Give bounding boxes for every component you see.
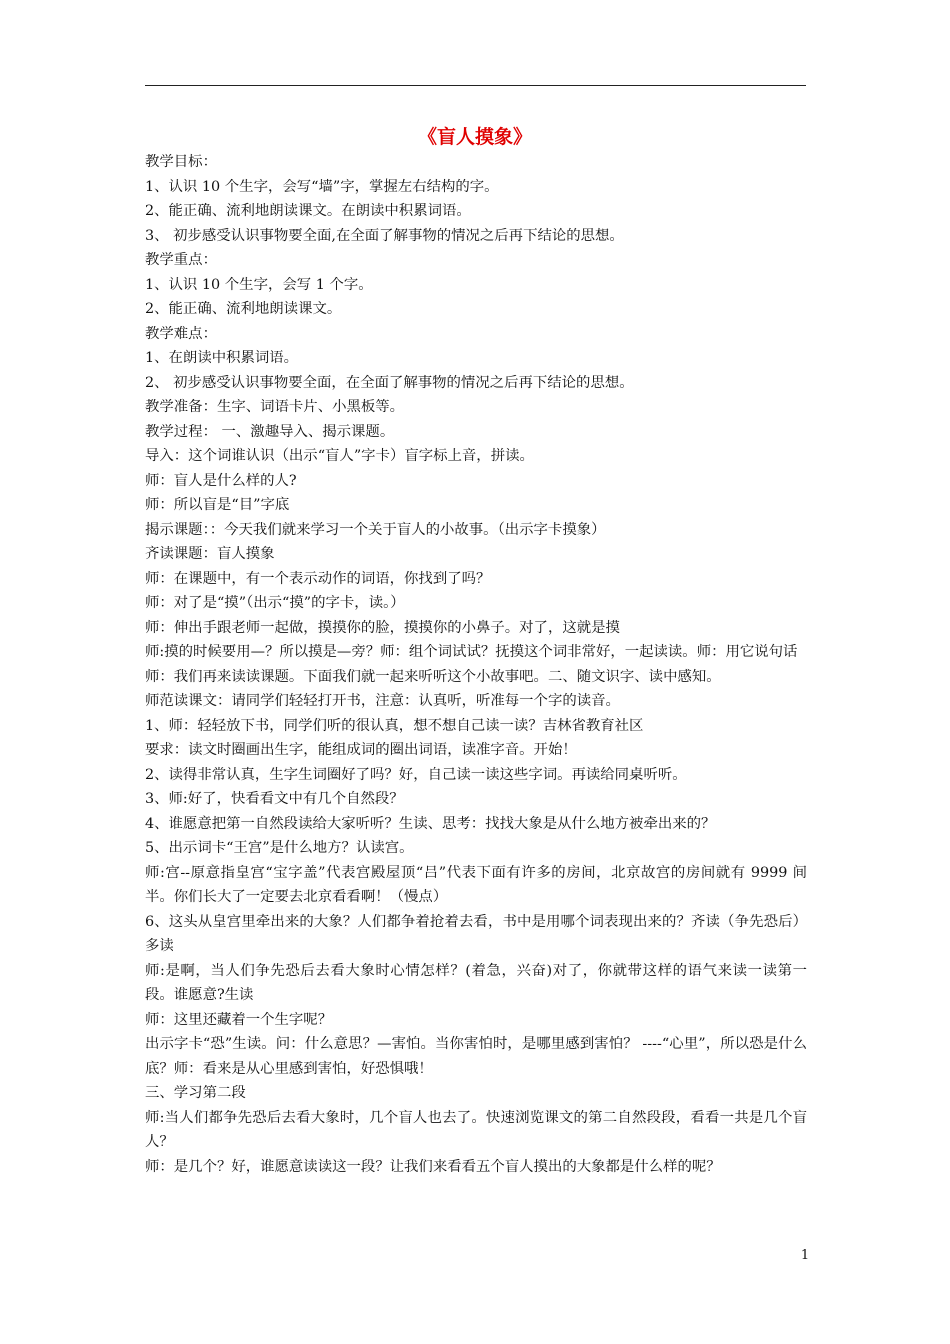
paragraph: 1、师：轻轻放下书，同学们听的很认真，想不想自己读一读？吉林省教育社区: [145, 717, 644, 734]
paragraph: 出示字卡“恐”生读。问：什么意思？—害怕。当你害怕时，是哪里感到害怕？ ----“心里”，所以恐是什么底？师：看来是从心里感到害怕，好恐惧哦！: [145, 1036, 807, 1077]
paragraph: 2、读得非常认真，生字生词圈好了吗？好，自己读一读这些字词。再读给同桌听听。: [145, 766, 687, 783]
paragraph: 教学目标：: [145, 154, 217, 170]
paragraph: 2、能正确、流利地朗读课文。: [145, 301, 342, 317]
paragraph: 揭示课题：：今天我们就来学习一个关于盲人的小故事。（出示字卡摸象）: [145, 521, 606, 538]
paragraph: 师:摸的时候要用—？所以摸是—旁？师：组个词试试？抚摸这个词非常好，一起读读。师：用它说句话: [145, 644, 798, 660]
paragraph: 1、认识 10 个生字，会写“墙”字，掌握左右结构的字。: [145, 178, 499, 195]
paragraph: 教学过程： 一、激趣导入、揭示课题。: [145, 423, 395, 440]
paragraph: 师:是啊，当人们争先恐后去看大象时心情怎样？(着急，兴奋)对了，你就带这样的语气来读一读第一段。谁愿意?生读: [145, 962, 807, 1003]
paragraph: 3、师:好了，快看看文中有几个自然段？: [145, 791, 404, 807]
paragraph: 师：在课题中，有一个表示动作的词语，你找到了吗？: [145, 570, 491, 587]
header-rule: [145, 85, 806, 86]
paragraph: 教学准备：生字、词语卡片、小黑板等。: [145, 399, 405, 415]
paragraph: 1、在朗读中积累词语。: [145, 350, 299, 366]
paragraph: 师：对了是“摸”（出示“摸”的字卡，读。）: [145, 595, 405, 611]
paragraph: 导入：这个词谁认识（出示“盲人”字卡）盲字标上音，拼读。: [145, 448, 534, 464]
paragraph: 师：伸出手跟老师一起做，摸摸你的脸，摸摸你的小鼻子。对了，这就是摸: [145, 619, 620, 636]
paragraph: 师：我们再来读读课题。下面我们就一起来听听这个小故事吧。二、随文识字、读中感知。: [145, 668, 721, 685]
paragraph: 师：是几个？好，谁愿意读读这一段？让我们来看看五个盲人摸出的大象都是什么样的呢？: [145, 1158, 721, 1175]
paragraph: 师：所以盲是“目”字底: [145, 497, 290, 513]
document-body: [145, 150, 807, 1179]
paragraph: 5、出示词卡“王宫”是什么地方？认读宫。: [145, 840, 414, 856]
paragraph: 教学难点：: [145, 325, 217, 342]
paragraph: 师:当人们都争先恐后去看大象时，几个盲人也去了。快速浏览课文的第二自然段段，看看一共是几个盲人？: [145, 1109, 807, 1150]
paragraph: 齐读课题：盲人摸象: [145, 546, 275, 562]
page-number: 1: [800, 1248, 810, 1263]
paragraph: 2、能正确、流利地朗读课文。在朗读中积累词语。: [145, 203, 471, 219]
paragraph: 2、 初步感受认识事物要全面，在全面了解事物的情况之后再下结论的思想。: [145, 374, 634, 391]
paragraph: 6、这头从皇宫里牵出来的大象？人们都争着抢着去看，书中是用哪个词表现出来的？齐读（争先恐后）多读: [145, 913, 807, 954]
paragraph: 要求：读文时圈画出生字，能组成词的圈出词语，读准字音。开始！: [145, 742, 577, 758]
document-title: 《盲人摸象》: [417, 126, 532, 148]
paragraph: 师：这里还藏着一个生字呢？: [145, 1011, 333, 1028]
paragraph: 教学重点：: [145, 252, 217, 268]
paragraph: 师：盲人是什么样的人?: [145, 472, 297, 489]
paragraph: 师范读课文：请同学们轻轻打开书，注意：认真听，听准每一个字的读音。: [145, 693, 620, 709]
paragraph: 三、学习第二段: [145, 1085, 246, 1101]
paragraph: 师:宫--原意指皇宫“宝字盖”代表宫殿屋顶“吕”代表下面有许多的房间，北京故宫的房间就有 9999 间半。你们长大了一定要去北京看看啊！（慢点）: [145, 864, 807, 905]
paragraph: 4、谁愿意把第一自然段读给大家听听？生读、思考：找找大象是从什么地方被牵出来的？: [145, 815, 716, 832]
paragraph: 3、 初步感受认识事物要全面,在全面了解事物的情况之后再下结论的思想。: [145, 227, 624, 244]
paragraph: 1、认识 10 个生字，会写 1 个字。: [145, 276, 373, 293]
